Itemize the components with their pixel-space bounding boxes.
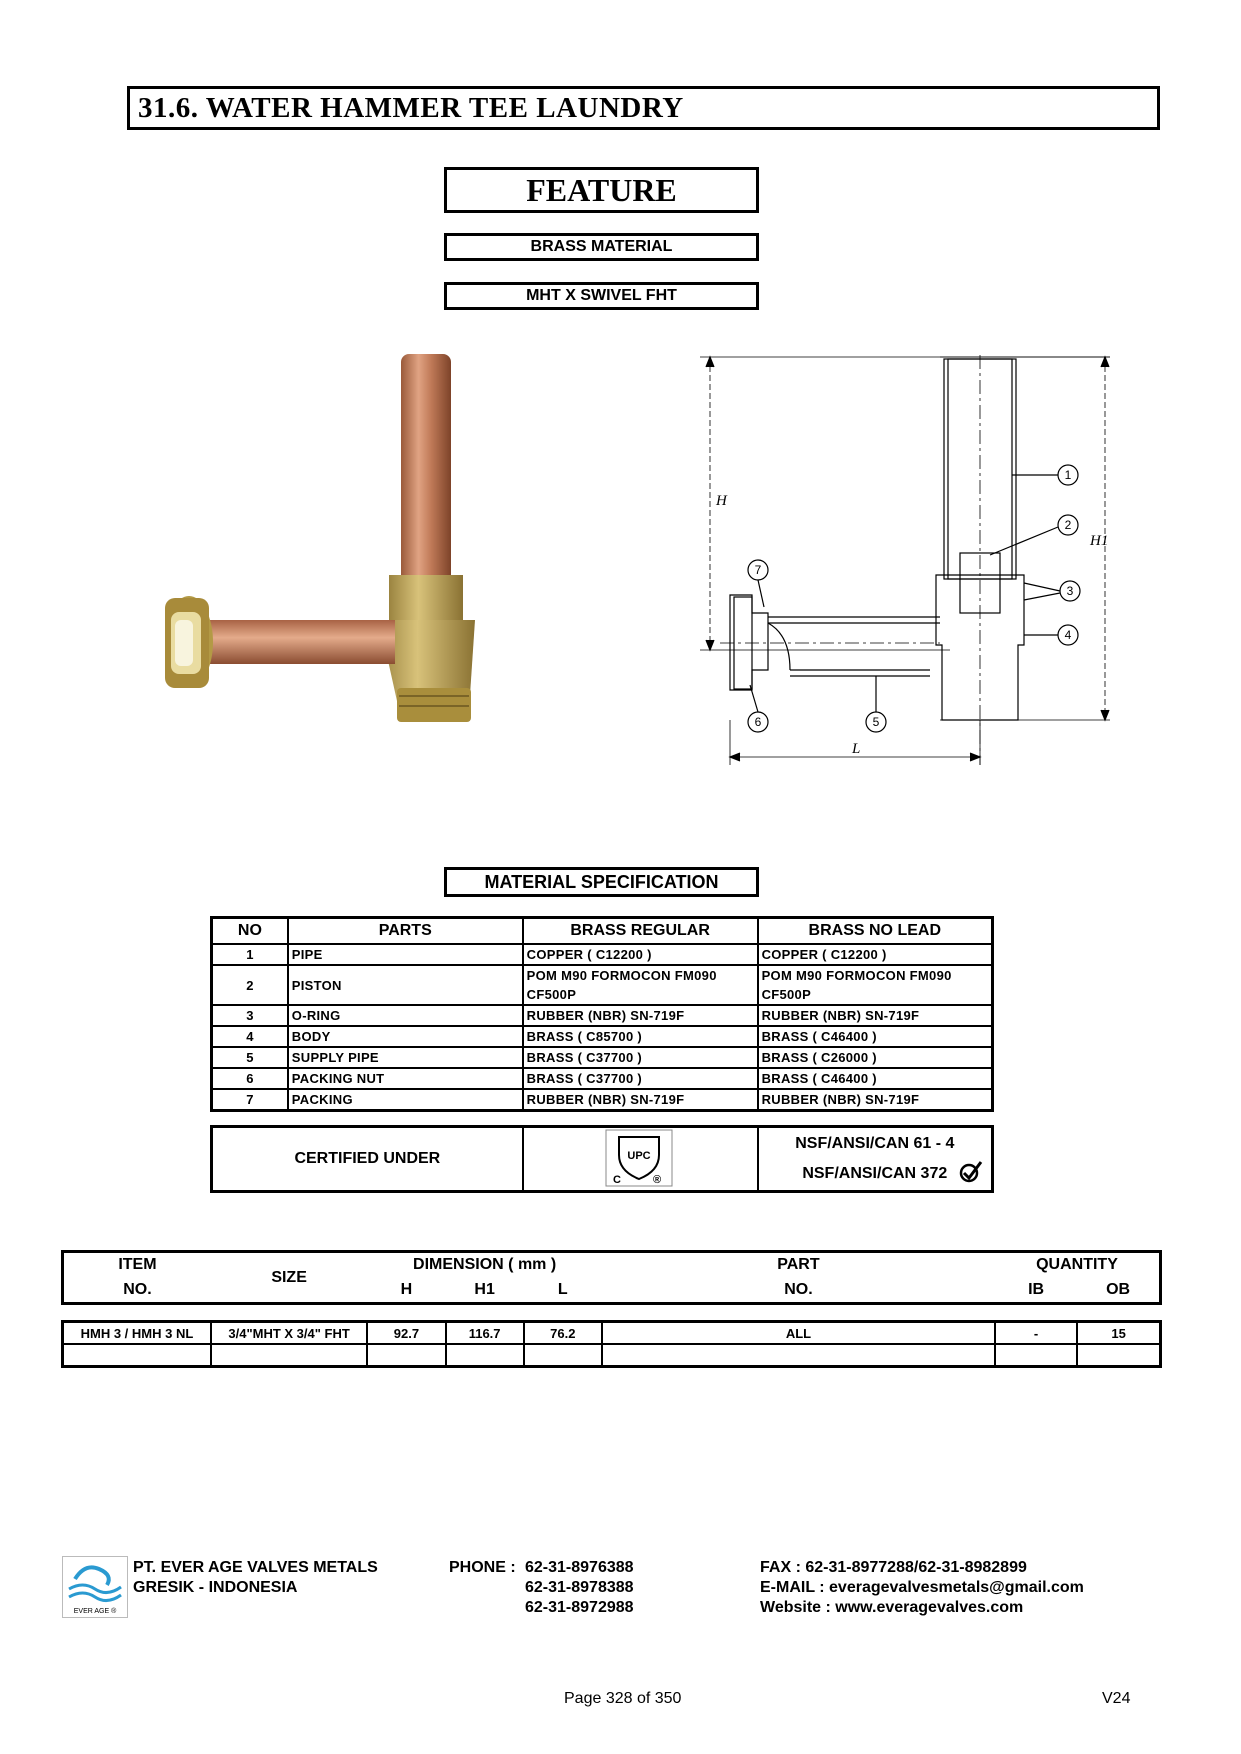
upc-logo-icon [605, 1129, 675, 1189]
row-nolead: BRASS ( C26000 ) [758, 1047, 993, 1068]
row-regular: RUBBER (NBR) SN-719F [523, 1005, 758, 1026]
phone-label: PHONE : [449, 1559, 516, 1576]
table-row [212, 1005, 993, 1026]
table-row [212, 1047, 993, 1068]
table-header-row [212, 918, 993, 945]
table-row [63, 1322, 1161, 1345]
material-spec-heading: MATERIAL SPECIFICATION [444, 867, 759, 897]
header-ob: OB [1106, 1280, 1131, 1298]
product-photo [155, 350, 495, 750]
checkmark-icon [959, 1160, 983, 1184]
row-nolead: RUBBER (NBR) SN-719F [758, 1089, 993, 1111]
certification-table [210, 1125, 994, 1193]
callout-4: 4 [1064, 628, 1072, 642]
row-part: PACKING [288, 1089, 523, 1111]
row-no: 5 [212, 1047, 288, 1068]
row-nolead: BRASS ( C46400 ) [758, 1026, 993, 1047]
callout-1: 1 [1064, 468, 1072, 482]
email: E-MAIL : everagevalvesmetals@gmail.com [760, 1579, 1084, 1596]
row-part: SUPPLY PIPE [288, 1047, 523, 1068]
nsf-standards-cell [758, 1127, 993, 1192]
row-no: 2 [212, 965, 288, 1005]
header-dimension: DIMENSION ( mm ) [413, 1256, 557, 1274]
row-no: 4 [212, 1026, 288, 1047]
row-regular: BRASS ( C85700 ) [523, 1026, 758, 1047]
row-regular: BRASS ( C37700 ) [523, 1047, 758, 1068]
table-row [212, 1089, 993, 1111]
callout-5: 5 [872, 715, 880, 729]
upc-logo-cell [523, 1127, 758, 1192]
cell-l: 76.2 [524, 1322, 602, 1345]
row-nolead: COPPER ( C12200 ) [758, 944, 993, 965]
logo-text: EVER AGE ® [73, 1608, 117, 1615]
table-row [212, 1068, 993, 1089]
col-header-brass-no-lead: BRASS NO LEAD [758, 918, 993, 945]
callout-6: 6 [754, 715, 762, 729]
page-number: Page 328 of 350 [564, 1690, 682, 1707]
header-size: SIZE [271, 1268, 307, 1286]
row-part: PIPE [288, 944, 523, 965]
header-item-no: NO. [123, 1280, 152, 1298]
row-regular: POM M90 FORMOCON FM090 CF500P [523, 965, 758, 1005]
dimension-data-table [61, 1320, 1162, 1368]
fax: FAX : 62-31-8977288/62-31-8982899 [760, 1559, 1027, 1576]
row-no: 6 [212, 1068, 288, 1089]
dim-label-l: L [852, 741, 861, 757]
table-row [212, 944, 993, 965]
row-no: 3 [212, 1005, 288, 1026]
cell-ob: 15 [1077, 1322, 1160, 1345]
callout-3: 3 [1066, 584, 1074, 598]
row-regular: BRASS ( C37700 ) [523, 1068, 758, 1089]
header-part: PART [777, 1256, 820, 1274]
row-regular: COPPER ( C12200 ) [523, 944, 758, 965]
header-h1: H1 [474, 1280, 495, 1298]
row-nolead: RUBBER (NBR) SN-719F [758, 1005, 993, 1026]
row-no: 1 [212, 944, 288, 965]
table-row [212, 965, 993, 1005]
header-ib: IB [1028, 1280, 1045, 1298]
company-location: GRESIK - INDONESIA [133, 1579, 298, 1596]
col-header-no: NO [212, 918, 288, 945]
row-nolead: BRASS ( C46400 ) [758, 1068, 993, 1089]
header-item: ITEM [118, 1256, 157, 1274]
col-header-brass-regular: BRASS REGULAR [523, 918, 758, 945]
cell-h1: 116.7 [446, 1322, 524, 1345]
dim-label-h1: H1 [1090, 533, 1109, 549]
row-nolead: POM M90 FORMOCON FM090 CF500P [758, 965, 993, 1005]
header-part-no: NO. [784, 1280, 813, 1298]
upc-c-mark: C [613, 1174, 622, 1186]
technical-drawing [690, 345, 1140, 775]
feature-item-connection: MHT X SWIVEL FHT [444, 282, 759, 310]
row-no: 7 [212, 1089, 288, 1111]
company-name: PT. EVER AGE VALVES METALS [133, 1559, 378, 1576]
feature-item-material: BRASS MATERIAL [444, 233, 759, 261]
wave-logo-icon [63, 1557, 127, 1603]
table-row [212, 1026, 993, 1047]
upc-text: UPC [627, 1150, 651, 1162]
cell-part-no: ALL [602, 1322, 995, 1345]
header-l: L [557, 1280, 568, 1298]
phone-1: 62-31-8976388 [525, 1559, 634, 1576]
phone-3: 62-31-8972988 [525, 1599, 634, 1616]
website: Website : www.everagevalves.com [760, 1599, 1024, 1616]
version: V24 [1102, 1690, 1131, 1707]
nsf-standard-372: NSF/ANSI/CAN 372 [802, 1165, 948, 1182]
contact-block [760, 1558, 1084, 1618]
phone-2: 62-31-8978388 [525, 1579, 634, 1596]
dim-label-h: H [716, 493, 727, 509]
col-header-parts: PARTS [288, 918, 523, 945]
phone-numbers [525, 1558, 634, 1618]
callout-7: 7 [754, 563, 762, 577]
nsf-standard-61: NSF/ANSI/CAN 61 - 4 [795, 1135, 955, 1152]
page-title: 31.6. WATER HAMMER TEE LAUNDRY [127, 86, 1160, 130]
cell-ib: - [995, 1322, 1077, 1345]
feature-heading: FEATURE [444, 167, 759, 213]
cell-size: 3/4"MHT X 3/4" FHT [211, 1322, 367, 1345]
row-regular: RUBBER (NBR) SN-719F [523, 1089, 758, 1111]
material-spec-table [210, 916, 994, 1112]
row-part: PISTON [288, 965, 523, 1005]
dimension-header [61, 1250, 1162, 1305]
cell-item-no: HMH 3 / HMH 3 NL [63, 1322, 211, 1345]
header-quantity: QUANTITY [1036, 1256, 1118, 1274]
company-block [133, 1558, 378, 1598]
upc-r-mark: ® [653, 1174, 662, 1186]
company-logo [62, 1556, 128, 1618]
certified-under-label: CERTIFIED UNDER [212, 1127, 523, 1192]
row-part: O-RING [288, 1005, 523, 1026]
row-part: BODY [288, 1026, 523, 1047]
table-row [63, 1344, 1161, 1367]
row-part: PACKING NUT [288, 1068, 523, 1089]
header-h: H [400, 1280, 413, 1298]
callout-2: 2 [1064, 518, 1072, 532]
cell-h: 92.7 [367, 1322, 445, 1345]
